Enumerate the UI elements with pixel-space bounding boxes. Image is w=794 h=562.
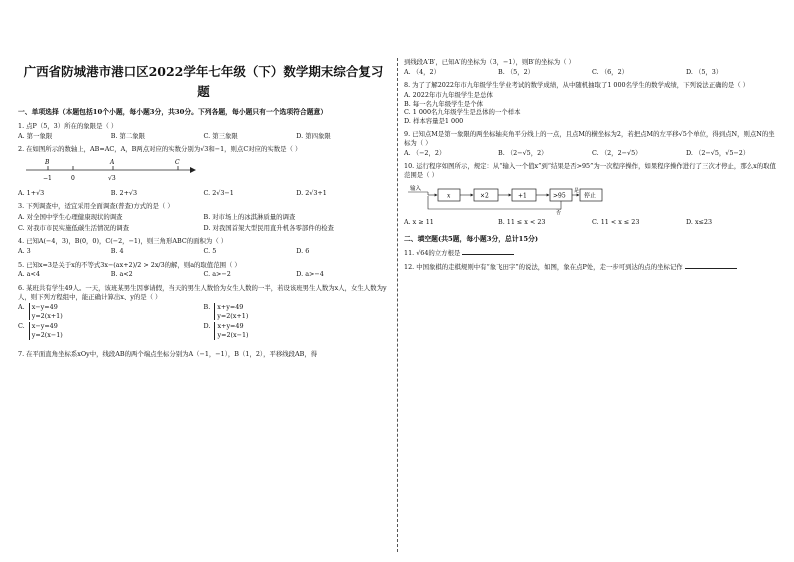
option: D. 对我国首架大型民用直升机各零部件的检查 bbox=[203, 223, 334, 232]
equation: x−y=49 bbox=[31, 322, 58, 331]
equation: y=2(x−1) bbox=[217, 331, 249, 340]
program-flowchart bbox=[404, 181, 604, 215]
tick-label-neg1: −1 bbox=[43, 175, 52, 183]
flow-stop-label: 停止 bbox=[584, 192, 597, 200]
question-3-options-row2 bbox=[18, 224, 389, 233]
option: A. 对全国中学生心理健康现状的调查 bbox=[18, 213, 123, 222]
question-9-options bbox=[404, 149, 780, 158]
flow-compare-label: >95 bbox=[553, 192, 566, 200]
option: B. a<2 bbox=[110, 270, 133, 279]
flow-no-label: 否 bbox=[556, 209, 562, 215]
option-label: A. bbox=[18, 303, 25, 312]
option-a bbox=[18, 303, 204, 320]
right-column bbox=[404, 58, 780, 272]
tick-label-0: 0 bbox=[71, 175, 75, 183]
section-2-heading: 二、填空题(共5题，每小题3分，总计15分) bbox=[404, 234, 539, 243]
column-divider bbox=[397, 58, 398, 552]
option: C. a>−2 bbox=[203, 270, 231, 279]
equation: y=2(x+1) bbox=[217, 311, 249, 320]
question-4-options bbox=[18, 247, 389, 256]
option: A. 1+√3 bbox=[18, 188, 45, 197]
question-3-options-row1 bbox=[18, 213, 389, 222]
option: A. a<4 bbox=[18, 270, 40, 279]
flow-x-label: x bbox=[447, 192, 451, 200]
question-6: 6. 某班共有学生49人。一天，该班某男生因事请假，当天的男生人数恰为女生人数的一半，若设该班男生人数为x人，女生人数为y人，则下列方程组中，能正确计算出x、y的是（ ） bbox=[18, 283, 387, 301]
option-c bbox=[18, 322, 204, 339]
equation: x−y=49 bbox=[31, 303, 58, 312]
question-3: 3. 下列调查中，适宜采用全面调查(普查)方式的是（ ） bbox=[18, 202, 174, 211]
option: C. （6，2） bbox=[592, 67, 629, 76]
equation: x+y=49 bbox=[217, 322, 244, 331]
question-12-text: 12. 中国象棋的走棋规则中有“象飞田字”的说法，如图，象在点P处，走一步可到达的点的坐标记作 bbox=[404, 262, 683, 271]
option: A. （4，2） bbox=[404, 67, 440, 76]
option: D. 第四象限 bbox=[296, 131, 331, 140]
option: C. 对我市市民实施低碳生活情况的调查 bbox=[18, 223, 129, 232]
option-d bbox=[204, 322, 390, 339]
point-c-label: C bbox=[175, 159, 180, 167]
tick-label-sqrt3: √3 bbox=[108, 175, 116, 183]
option: B. （2−√5，2） bbox=[498, 148, 548, 157]
question-10-options bbox=[404, 218, 780, 227]
section-1-heading: 一、单项选择（本题包括10个小题，每小题3分，共30分。下列各题，每小题只有一个选项符合题意） bbox=[18, 108, 328, 116]
option: A. 2022年市九年级学生是总体 bbox=[404, 90, 493, 99]
option-label: B. bbox=[203, 303, 211, 312]
equation-system bbox=[29, 303, 63, 320]
equation: y=2(x+1) bbox=[31, 311, 63, 320]
option: D. （2−√5，√5−2） bbox=[686, 148, 750, 157]
question-7: 7. 在平面直角坐标系xOy中，线段AB的两个端点坐标分别为A（−1，−1），B（1，2），平移线段AB，得 bbox=[18, 349, 318, 358]
option: D. 样本容量是1 000 bbox=[404, 116, 464, 125]
answer-blank[interactable] bbox=[462, 254, 514, 255]
option-b bbox=[204, 303, 390, 320]
option: C. 2√3−1 bbox=[203, 188, 234, 197]
option-label: D. bbox=[203, 322, 211, 331]
equation: x+y=49 bbox=[217, 303, 244, 312]
question-11 bbox=[404, 249, 780, 258]
question-2-options bbox=[18, 189, 389, 198]
left-column bbox=[18, 58, 389, 359]
question-5: 5. 已知x=3是关于x的不等式3x−(ax+2)/2 > 2x/3的解，则a的取值范围（ ） bbox=[18, 260, 241, 269]
point-b-label: B bbox=[45, 159, 50, 167]
option: A. x ≥ 11 bbox=[404, 218, 434, 227]
question-11-text: 11. √64的立方根是 bbox=[404, 249, 461, 258]
equation-system bbox=[214, 303, 248, 320]
number-line-figure bbox=[18, 155, 198, 185]
question-6-options-row1 bbox=[18, 303, 389, 320]
option-label: C. bbox=[18, 322, 25, 331]
option: A. 3 bbox=[18, 246, 31, 255]
flow-yes-label: 是 bbox=[574, 187, 580, 194]
option: B. 第二象限 bbox=[110, 131, 146, 140]
question-7-options bbox=[404, 68, 780, 77]
paper-title: 广西省防城港市港口区2022学年七年级（下）数学期末综合复习题 bbox=[23, 64, 384, 99]
question-12 bbox=[404, 263, 780, 272]
option: B. 2+√3 bbox=[110, 188, 138, 197]
question-9: 9. 已知点M是第一象限的两坐标轴夹角平分线上的一点，且点M的横坐标为2，若把点M的左平移√5个单位，得到点N，则点N的坐标为（ ） bbox=[404, 130, 775, 148]
option: C. 5 bbox=[203, 246, 217, 255]
answer-blank[interactable] bbox=[685, 268, 737, 269]
option: B. 11 ≤ x < 23 bbox=[498, 218, 546, 227]
question-8: 8. 为了了解2022年市九年级学生学业考试的数学成绩，从中随机抽取了1 000名学生的数学成绩，下列说法正确的是（ ） bbox=[404, 81, 750, 90]
option: C. 第三象限 bbox=[203, 131, 238, 140]
question-1-options bbox=[18, 132, 389, 141]
option: C. 11 < x ≤ 23 bbox=[592, 218, 640, 227]
question-1: 1. 点P（5，3）所在的象限是（ ） bbox=[18, 122, 118, 131]
option: B. （5，2） bbox=[498, 67, 535, 76]
question-4: 4. 已知A(−4，3)，B(0，0)，C(−2，−1)，则三角形ABC的面积为（ ） bbox=[18, 237, 228, 246]
question-5-options bbox=[18, 270, 389, 279]
option: A. （−2，2） bbox=[404, 148, 446, 157]
option: D. 2√3+1 bbox=[296, 188, 327, 197]
option: C. （2，2−√5） bbox=[592, 148, 642, 157]
option: A. 第一象限 bbox=[18, 131, 53, 140]
equation-system bbox=[214, 322, 248, 339]
equation: y=2(x−1) bbox=[31, 331, 63, 340]
option: D. 6 bbox=[296, 246, 310, 255]
option: B. 每一名九年级学生是个体 bbox=[404, 99, 484, 108]
point-a-label: A bbox=[110, 159, 115, 167]
flow-plus1-label: +1 bbox=[518, 192, 527, 200]
option: C. 1 000名九年级学生是总体的一个样本 bbox=[404, 108, 521, 117]
question-7-continued: 到线段A′B′，已知A′的坐标为（3，−1），则B′的坐标为（ ） bbox=[404, 58, 575, 66]
option: D. a>−4 bbox=[296, 270, 324, 279]
option: B. 对市场上的冰淇淋质量的调查 bbox=[203, 213, 296, 222]
question-10: 10. 运行程序如图所示，规定：从“输入一个值x”到“结果是否>95”为一次程序操作，如果程序操作进行了三次才停止，那么x的取值范围是（ ） bbox=[404, 162, 776, 180]
question-6-options-row2 bbox=[18, 322, 389, 339]
equation-system bbox=[29, 322, 63, 339]
flow-times2-label: ×2 bbox=[480, 192, 489, 200]
option: D. x≤23 bbox=[686, 218, 713, 227]
number-line-arrow bbox=[190, 167, 196, 173]
option: B. 4 bbox=[110, 246, 124, 255]
flow-input-label: 输入 bbox=[410, 185, 422, 192]
question-2: 2. 在如图所示的数轴上，AB=AC，A，B两点对应的实数分别为√3和−1，则点C对应的实数是（ ） bbox=[18, 145, 302, 154]
option: D. （5，3） bbox=[686, 67, 723, 76]
